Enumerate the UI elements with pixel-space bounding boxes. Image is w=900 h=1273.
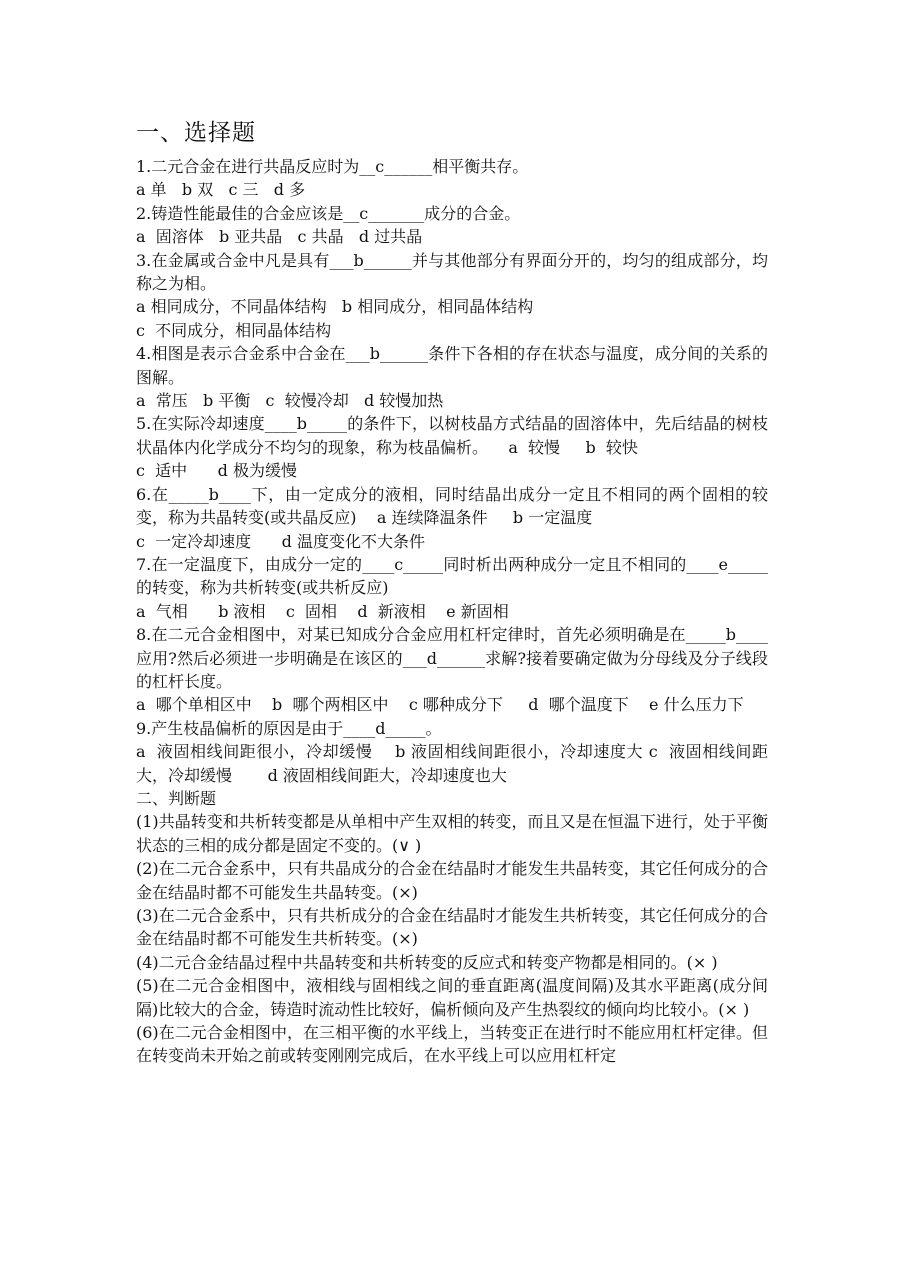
q7-text-b: 同时析出两种成分一定且不相同的 xyxy=(443,554,687,574)
judgment-item-5: (5)在二元合金相图中，液相线与固相线之间的垂直距离(温度间隔)及其水平距离(成分间隔)比较大的合金，铸造时流动性比较好，偏析倾向及产生热裂纹的倾向均比较小。(× ) xyxy=(136,976,768,1019)
q9-text-a: 9.产生枝晶偏析的原因是由于 xyxy=(136,718,344,738)
q3-options-2: c 不同成分，相同晶体结构 xyxy=(136,320,332,340)
section-title-judgment: 二、判断题 xyxy=(136,788,217,808)
q2-text-b: 成分的合金。 xyxy=(424,203,521,223)
q5-text-b: 的条件下，以树枝晶方式结晶的固溶体中，先后结晶的树枝状晶体内化学成分不均匀的现象，称为枝晶偏析。 a 较慢 b 较快 xyxy=(136,414,768,457)
question-5 xyxy=(136,412,768,459)
q6-text-a: 6.在 xyxy=(136,484,169,504)
judgment-item-3: (3)在二元合金系中，只有共析成分的合金在结晶时才能发生共析转变，其它任何成分的合金在结晶时都不可能发生共析转变。(×) xyxy=(136,906,768,949)
q8-options: a 哪个单相区中 b 哪个两相区中 c 哪种成分下 d 哪个温度下 e 什么压力下 xyxy=(136,695,744,715)
q4-options: a 常压 b 平衡 c 较慢冷却 d 较慢加热 xyxy=(136,391,444,411)
q9-options: a 液固相线间距很小，冷却缓慢 b 液固相线间距很小，冷却速度大 c 液固相线间距大，冷却缓慢 d 液固相线间距大，冷却速度也大 xyxy=(136,742,768,785)
q7-options: a 气相 b 液相 c 固相 d 新液相 e 新固相 xyxy=(136,601,509,621)
q6-options: c 一定冷却速度 d 温度变化不大条件 xyxy=(136,531,425,551)
q7-text-a: 7.在一定温度下，由成分一定的 xyxy=(136,554,363,574)
q4-answer-blank: ___b______ xyxy=(345,344,428,364)
q6-text-b: 下，由一定成分的液相，同时结晶出成分一定且不相同的两个固相的较变，称为共晶转变(或共晶反应) a 连续降温条件 b 一定温度 xyxy=(136,484,768,528)
judgment-item-2: (2)在二元合金系中，只有共晶成分的合金在结晶时才能发生共晶转变，其它任何成分的合金在结晶时都不可能发生共晶转变。(×) xyxy=(136,859,768,902)
q8-text-c: 求解?接着要确定做为分母线及分子线段的杠杆长度。 xyxy=(136,648,768,691)
section-title-choice: 一、选择题 xyxy=(136,120,256,146)
q1-answer-blank: __c______ xyxy=(359,157,433,176)
q3-options-1: a 相同成分，不同晶体结构 b 相同成分，相同晶体结构 xyxy=(136,297,534,317)
judgment-item-1: (1)共晶转变和共析转变都是从单相中产生双相的转变，而且又是在恒温下进行，处于平衡状态的三相的成分都是固定不变的。(∨ ) xyxy=(136,812,768,855)
q5-text-a: 5.在实际冷却速度 xyxy=(136,414,265,434)
q1-options: a 单 b 双 c 三 d 多 xyxy=(136,180,306,200)
q4-text-a: 4.相图是表示合金系中合金在 xyxy=(136,344,346,364)
q5-answer-blank: ____b_____ xyxy=(264,414,348,434)
q9-answer-blank: ____d_____ xyxy=(343,718,426,738)
q1-text-b: 相平衡共存。 xyxy=(432,157,529,176)
question-2 xyxy=(136,202,768,225)
q3-answer-blank: ___b______ xyxy=(329,250,412,270)
q8-answer-blank-2: ___d______ xyxy=(402,648,486,668)
q7-answer-blank-1: ____c_____ xyxy=(362,554,444,574)
q8-text-b: 应用?然后必须进一步明确是在该区的 xyxy=(136,648,403,668)
question-1 xyxy=(136,155,768,178)
judgment-item-4: (4)二元合金结晶过程中共晶转变和共析转变的反应式和转变产物都是相同的。(× ) xyxy=(136,952,718,972)
q8-text-a: 8.在二元合金相图中，对某已知成分合金应用杠杆定律时，首先必须明确是在 xyxy=(136,625,686,645)
question-6 xyxy=(136,483,768,530)
document-body xyxy=(136,118,768,1068)
question-4 xyxy=(136,342,768,389)
judgment-item-6: (6)在二元合金相图中，在三相平衡的水平线上，当转变正在进行时不能应用杠杆定律。但在转变尚未开始之前或转变刚刚完成后，在水平线上可以应用杠杆定 xyxy=(136,1023,768,1066)
q3-text-b: 并与其他部分有界面分开的，均匀的组成部分，均称之为相。 xyxy=(136,250,768,294)
question-9 xyxy=(136,717,768,740)
q7-answer-blank-2: ____e_____ xyxy=(686,554,768,574)
question-7 xyxy=(136,553,768,600)
q2-text-a: 2.铸造性能最佳的合金应该是 xyxy=(136,203,344,223)
q3-text-a: 3.在金属或合金中凡是具有 xyxy=(136,250,330,270)
question-8 xyxy=(136,623,768,693)
q4-text-b: 条件下各相的存在状态与温度，成分间的关系的图解。 xyxy=(136,344,768,387)
q1-text-a: 1.二元合金在进行共晶反应时为 xyxy=(136,157,360,176)
q5-options: c 适中 d 极为缓慢 xyxy=(136,461,297,481)
q6-answer-blank: _____b____ xyxy=(168,484,251,504)
q8-answer-blank-1: _____b____ xyxy=(685,625,768,645)
q9-text-b: 。 xyxy=(425,718,442,738)
q7-text-c: 的转变，称为共析转变(或共析反应) xyxy=(136,578,389,598)
q2-options: a 固溶体 b 亚共晶 c 共晶 d 过共晶 xyxy=(136,227,423,247)
question-3 xyxy=(136,249,768,296)
q2-answer-blank: __c_______ xyxy=(343,203,425,223)
